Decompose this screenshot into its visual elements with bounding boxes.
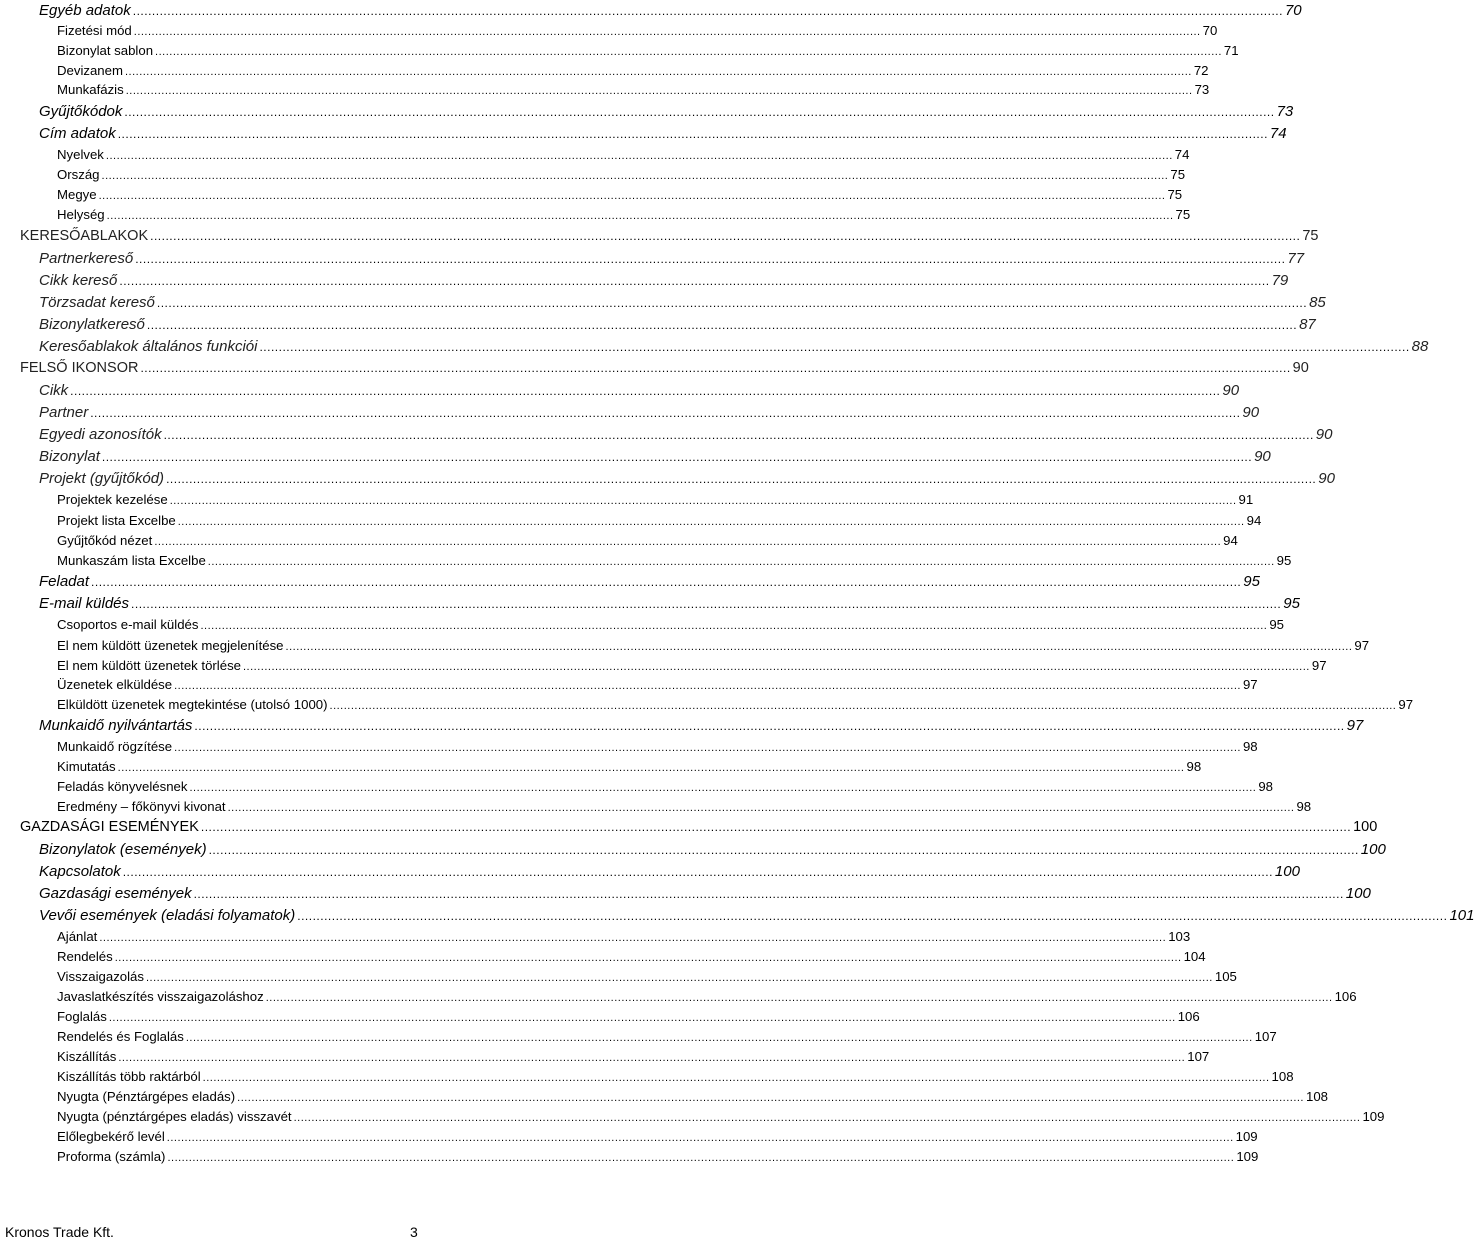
toc-entry-title: Proforma (számla) [57,1149,166,1164]
toc-entry[interactable] [39,571,1260,592]
toc-entry-title: Feladat [39,573,90,590]
toc-dot-leader: ............................................................................................................................................................................................................................................................................................................ [90,406,1241,420]
toc-entry-page: 77 [1287,250,1305,267]
toc-entry-page: 97 [1242,677,1258,692]
toc-entry-title: Nyugta (pénztárgépes eladás) visszavét [57,1109,292,1124]
toc-entry[interactable] [57,656,1327,675]
toc-entry-title: Munkaidő nyilvántartás [39,717,193,734]
toc-entry[interactable] [39,380,1240,401]
toc-entry-page: 90 [1315,426,1333,443]
toc-entry-title: Munkaszám lista Excelbe [57,553,206,568]
toc-entry-title: Gazdasági események [39,885,192,902]
toc-entry[interactable] [39,715,1364,736]
toc-entry-title: Visszaigazolás [57,969,144,984]
toc-entry-title: Cikk kereső [39,272,118,289]
toc-entry-title: Projektek kezelése [57,492,168,507]
toc-entry-title: El nem küldött üzenetek törlése [57,658,241,673]
toc-entry[interactable] [57,490,1254,509]
toc-entry-title: Munkaidő rögzítése [57,739,173,754]
toc-entry-title: Fizetési mód [57,23,132,38]
toc-entry-page: 98 [1242,739,1258,754]
toc-entry-title: Csoportos e-mail küldés [57,617,199,632]
toc-dot-leader: ............................................................................................................................................................................................................................................................................................................ [101,170,1169,182]
toc-entry[interactable] [39,861,1300,882]
toc-entry-page: 74 [1269,125,1287,142]
toc-entry-page: 74 [1174,147,1190,162]
toc-dot-leader: ............................................................................................................................................................................................................................................................................................................ [105,150,1173,162]
toc-entry-title: Előlegbekérő levél [57,1129,165,1144]
toc-dot-leader: ............................................................................................................................................................................................................................................................................................................ [265,992,1333,1004]
toc-dot-leader: ............................................................................................................................................................................................................................................................................................................ [166,472,1317,486]
toc-entry-page: 108 [1271,1069,1294,1084]
toc-entry[interactable] [57,987,1357,1006]
toc-entry-title: Kapcsolatok [39,863,121,880]
toc-entry-page: 97 [1398,697,1414,712]
toc-entry-page: 95 [1283,595,1300,612]
toc-dot-leader: ............................................................................................................................................................................................................................................................................................................ [98,190,1166,202]
toc-dot-leader: ............................................................................................................................................................................................................................................................................................................ [227,802,1295,814]
toc-entry-title: Kimutatás [57,759,116,774]
toc-entry-page: 98 [1258,779,1274,794]
toc-entry[interactable] [20,226,1319,246]
toc-entry-title: El nem küldött üzenetek megjelenítése [57,638,284,653]
toc-dot-leader: ............................................................................................................................................................................................................................................................................................................ [174,680,1241,692]
toc-entry[interactable] [39,336,1429,357]
toc-entry-title: Eredmény – főkönyvi kivonat [57,799,226,814]
toc-entry[interactable] [39,0,1302,21]
toc-entry-page: 88 [1411,338,1429,355]
toc-entry[interactable] [39,123,1287,144]
toc-dot-leader: ............................................................................................................................................................................................................................................................................................................ [133,26,1201,38]
toc-entry-page: 70 [1284,2,1302,19]
toc-entry[interactable] [39,292,1326,313]
toc-entry-title: Devizanem [57,63,123,78]
toc-entry-page: 109 [1235,1129,1258,1144]
toc-entry[interactable] [57,21,1218,40]
toc-entry-page: 94 [1246,513,1262,528]
toc-entry[interactable] [57,551,1292,570]
toc-entry-page: 97 [1311,658,1327,673]
toc-entry[interactable] [57,675,1258,694]
toc-dot-leader: ............................................................................................................................................................................................................................................................................................................ [118,1052,1186,1064]
toc-entry[interactable] [57,757,1202,776]
toc-entry-title: Cím adatok [39,125,116,142]
toc-entry-page: 100 [1345,885,1371,902]
toc-dot-leader: ............................................................................................................................................................................................................................................................................................................ [329,700,1397,712]
toc-entry[interactable] [57,165,1186,184]
toc-dot-leader: ............................................................................................................................................................................................................................................................................................................ [156,296,1308,310]
toc-entry-title: Bizonylatkereső [39,316,145,333]
toc-entry[interactable] [57,1007,1200,1026]
toc-entry-title: Törzsadat kereső [39,294,155,311]
toc-dot-leader: ............................................................................................................................................................................................................................................................................................................ [243,661,1310,673]
toc-entry[interactable] [57,511,1262,530]
toc-dot-leader: ............................................................................................................................................................................................................................................................................................................ [70,384,1221,398]
toc-entry-title: Munkafázis [57,82,124,97]
toc-entry-page: 100 [1353,819,1378,835]
toc-entry[interactable] [57,185,1183,204]
toc-dot-leader: ............................................................................................................................................................................................................................................................................................................ [163,428,1314,442]
toc-dot-leader: ............................................................................................................................................................................................................................................................................................................ [166,1132,1234,1144]
toc-entry[interactable] [39,248,1305,269]
toc-entry-page: 75 [1170,167,1186,182]
toc-entry-page: 79 [1271,272,1289,289]
toc-entry-page: 73 [1276,103,1294,120]
toc-entry-page: 97 [1354,638,1370,653]
toc-entry[interactable] [57,145,1190,164]
toc-entry-page: 72 [1193,63,1209,78]
toc-dot-leader: ............................................................................................................................................................................................................................................................................................................ [208,843,1359,857]
toc-entry[interactable] [39,402,1260,423]
toc-entry[interactable] [57,927,1191,946]
toc-entry[interactable] [20,817,1378,837]
toc-entry-title: Rendelés és Foglalás [57,1029,184,1044]
toc-dot-leader: ............................................................................................................................................................................................................................................................................................................ [285,641,1353,653]
toc-entry[interactable] [39,424,1333,445]
toc-entry-title: Egyéb adatok [39,2,131,19]
toc-entry-title: Projekt (gyűjtőkód) [39,470,165,487]
toc-entry-title: Bizonylat sablon [57,43,154,58]
toc-entry-page: 87 [1299,316,1316,333]
toc-dot-leader: ............................................................................................................................................................................................................................................................................................................ [119,274,1270,288]
toc-dot-leader: ............................................................................................................................................................................................................................................................................................................ [200,620,1268,632]
toc-entry-title: Üzenetek elküldése [57,677,173,692]
toc-dot-leader: ............................................................................................................................................................................................................................................................................................................ [193,887,1344,901]
toc-entry-title: Nyugta (Pénztárgépes eladás) [57,1089,236,1104]
toc-entry-page: 90 [1242,404,1260,421]
toc-entry[interactable] [57,61,1209,80]
toc-dot-leader: ............................................................................................................................................................................................................................................................................................................ [202,1072,1270,1084]
toc-dot-leader: ............................................................................................................................................................................................................................................................................................................ [124,66,1192,78]
toc-dot-leader: ............................................................................................................................................................................................................................................................................................................ [117,127,1268,141]
toc-dot-leader: ............................................................................................................................................................................................................................................................................................................ [297,909,1448,923]
toc-entry[interactable] [57,1047,1210,1066]
toc-dot-leader: ............................................................................................................................................................................................................................................................................................................ [114,952,1182,964]
toc-entry-title: Gyűjtőkód nézet [57,533,153,548]
toc-dot-leader: ............................................................................................................................................................................................................................................................................................................ [146,318,1298,332]
toc-entry[interactable] [57,695,1414,714]
toc-entry[interactable] [39,593,1300,614]
toc-dot-leader: ............................................................................................................................................................................................................................................................................................................ [194,719,1345,733]
toc-dot-leader: ............................................................................................................................................................................................................................................................................................................ [117,762,1185,774]
toc-entry[interactable] [39,101,1294,122]
toc-dot-leader: ............................................................................................................................................................................................................................................................................................................ [200,820,1352,834]
toc-entry-page: 97 [1346,717,1364,734]
toc-dot-leader: ............................................................................................................................................................................................................................................................................................................ [167,1152,1235,1164]
toc-entry-page: 90 [1254,448,1271,465]
toc-entry-page: 98 [1296,799,1312,814]
toc-entry[interactable] [57,1027,1277,1046]
toc-entry[interactable] [57,947,1206,966]
toc-dot-leader: ............................................................................................................................................................................................................................................................................................................ [125,85,1193,97]
toc-dot-leader: ............................................................................................................................................................................................................................................................................................................ [185,1032,1253,1044]
footer-company: Kronos Trade Kft. [5,1224,114,1240]
toc-entry-title: Partnerkereső [39,250,134,267]
toc-entry[interactable] [57,615,1284,634]
toc-entry-page: 73 [1194,82,1210,97]
toc-dot-leader: ............................................................................................................................................................................................................................................................................................................ [259,340,1410,354]
toc-entry[interactable] [57,797,1312,816]
toc-dot-leader: ............................................................................................................................................................................................................................................................................................................ [189,782,1257,794]
toc-entry-title: Keresőablakok általános funkciói [39,338,258,355]
toc-dot-leader: ............................................................................................................................................................................................................................................................................................................ [91,575,1242,589]
toc-entry[interactable] [39,883,1371,904]
toc-entry-page: 100 [1274,863,1300,880]
toc-entry[interactable] [57,205,1191,224]
toc-dot-leader: ............................................................................................................................................................................................................................................................................................................ [237,1092,1304,1104]
toc-dot-leader: ............................................................................................................................................................................................................................................................................................................ [146,972,1213,984]
toc-entry[interactable] [57,1147,1259,1166]
toc-entry-page: 98 [1186,759,1202,774]
toc-entry-title: Kiszállítás [57,1049,117,1064]
toc-entry-page: 85 [1309,294,1326,311]
toc-entry[interactable] [20,358,1309,378]
toc-entry-page: 95 [1243,573,1260,590]
toc-entry-page: 95 [1269,617,1284,632]
toc-entry[interactable] [39,839,1386,860]
toc-dot-leader: ............................................................................................................................................................................................................................................................................................................ [293,1112,1361,1124]
toc-dot-leader: ............................................................................................................................................................................................................................................................................................................ [154,536,1222,548]
toc-entry[interactable] [57,1087,1329,1106]
footer-page-number: 3 [410,1224,418,1240]
toc-entry-page: 75 [1175,207,1191,222]
toc-entry-title: Egyedi azonosítók [39,426,162,443]
toc-dot-leader: ............................................................................................................................................................................................................................................................................................................ [132,4,1283,18]
toc-dot-leader: ............................................................................................................................................................................................................................................................................................................ [174,742,1241,754]
toc-entry[interactable] [39,905,1474,926]
toc-entry[interactable] [39,270,1289,291]
toc-entry-title: Megye [57,187,97,202]
toc-entry-title: Bizonylatok (események) [39,841,207,858]
toc-dot-leader: ............................................................................................................................................................................................................................................................................................................ [122,865,1273,879]
toc-entry-title: E-mail küldés [39,595,130,612]
toc-entry-page: 106 [1177,1009,1200,1024]
toc-entry-title: Projekt lista Excelbe [57,513,176,528]
toc-entry-page: 71 [1223,43,1239,58]
toc-entry[interactable] [57,737,1258,756]
toc-entry-page: 100 [1360,841,1386,858]
toc-entry-title: KERESŐABLAKOK [20,228,149,244]
toc-entry-title: Elküldött üzenetek megtekintése (utolsó 1000) [57,697,328,712]
toc-entry-page: 107 [1254,1029,1277,1044]
toc-entry-title: Rendelés [57,949,113,964]
toc-entry-page: 90 [1318,470,1335,487]
toc-entry-page: 91 [1238,492,1254,507]
toc-entry-title: Feladás könyvelésnek [57,779,188,794]
toc-entry-page: 105 [1214,969,1237,984]
toc-dot-leader: ............................................................................................................................................................................................................................................................................................................ [169,495,1237,507]
toc-entry-title: FELSŐ IKONSOR [20,360,139,376]
toc-entry-title: Partner [39,404,89,421]
toc-entry-title: Helység [57,207,105,222]
toc-dot-leader: ............................................................................................................................................................................................................................................................................................................ [150,229,1301,243]
toc-entry[interactable] [57,531,1238,550]
toc-dot-leader: ............................................................................................................................................................................................................................................................................................................ [135,252,1286,266]
toc-entry-page: 104 [1183,949,1206,964]
toc-entry[interactable] [39,446,1271,467]
toc-entry-page: 106 [1334,989,1357,1004]
toc-entry[interactable] [57,1127,1258,1146]
toc-entry-title: Nyelvek [57,147,104,162]
toc-dot-leader: ............................................................................................................................................................................................................................................................................................................ [108,1012,1176,1024]
toc-entry-title: Kiszállítás több raktárból [57,1069,201,1084]
toc-entry-page: 109 [1362,1109,1385,1124]
toc-dot-leader: ............................................................................................................................................................................................................................................................................................................ [177,516,1245,528]
toc-entry-page: 70 [1202,23,1218,38]
toc-dot-leader: ............................................................................................................................................................................................................................................................................................................ [155,46,1222,58]
toc-entry-page: 90 [1222,382,1240,399]
toc-entry-page: 108 [1306,1089,1329,1104]
toc-entry-title: Javaslatkészítés visszaigazoláshoz [57,989,264,1004]
toc-entry[interactable] [57,41,1239,60]
toc-entry[interactable] [57,1107,1385,1126]
toc-entry-title: Gyűjtőkódok [39,103,123,120]
toc-dot-leader: ............................................................................................................................................................................................................................................................................................................ [106,210,1174,222]
toc-dot-leader: ............................................................................................................................................................................................................................................................................................................ [99,932,1167,944]
toc-dot-leader: ............................................................................................................................................................................................................................................................................................................ [131,597,1282,611]
toc-entry-title: Vevői események (eladási folyamatok) [39,907,296,924]
toc-dot-leader: ............................................................................................................................................................................................................................................................................................................ [101,450,1253,464]
toc-entry-page: 75 [1167,187,1183,202]
toc-entry[interactable] [57,636,1370,655]
toc-entry-title: Ország [57,167,100,182]
toc-entry[interactable] [57,80,1210,99]
toc-entry[interactable] [57,777,1274,796]
toc-dot-leader: ............................................................................................................................................................................................................................................................................................................ [207,556,1275,568]
toc-entry-page: 101 [1449,907,1474,924]
toc-entry[interactable] [57,967,1237,986]
toc-entry-page: 75 [1302,228,1319,244]
toc-entry-page: 103 [1168,929,1191,944]
toc-entry[interactable] [39,314,1316,335]
toc-entry-title: Ajánlat [57,929,98,944]
toc-entry-title: Foglalás [57,1009,107,1024]
toc-entry-title: Cikk [39,382,69,399]
toc-entry[interactable] [39,468,1335,489]
toc-entry-page: 107 [1187,1049,1210,1064]
toc-entry-title: GAZDASÁGI ESEMÉNYEK [20,819,199,835]
toc-entry-page: 95 [1276,553,1292,568]
toc-entry-title: Bizonylat [39,448,100,465]
toc-entry-page: 94 [1223,533,1238,548]
toc-dot-leader: ............................................................................................................................................................................................................................................................................................................ [124,105,1275,119]
toc-dot-leader: ............................................................................................................................................................................................................................................................................................................ [140,361,1291,375]
toc-entry[interactable] [57,1067,1294,1086]
toc-entry-page: 90 [1292,360,1309,376]
toc-entry-page: 109 [1236,1149,1259,1164]
